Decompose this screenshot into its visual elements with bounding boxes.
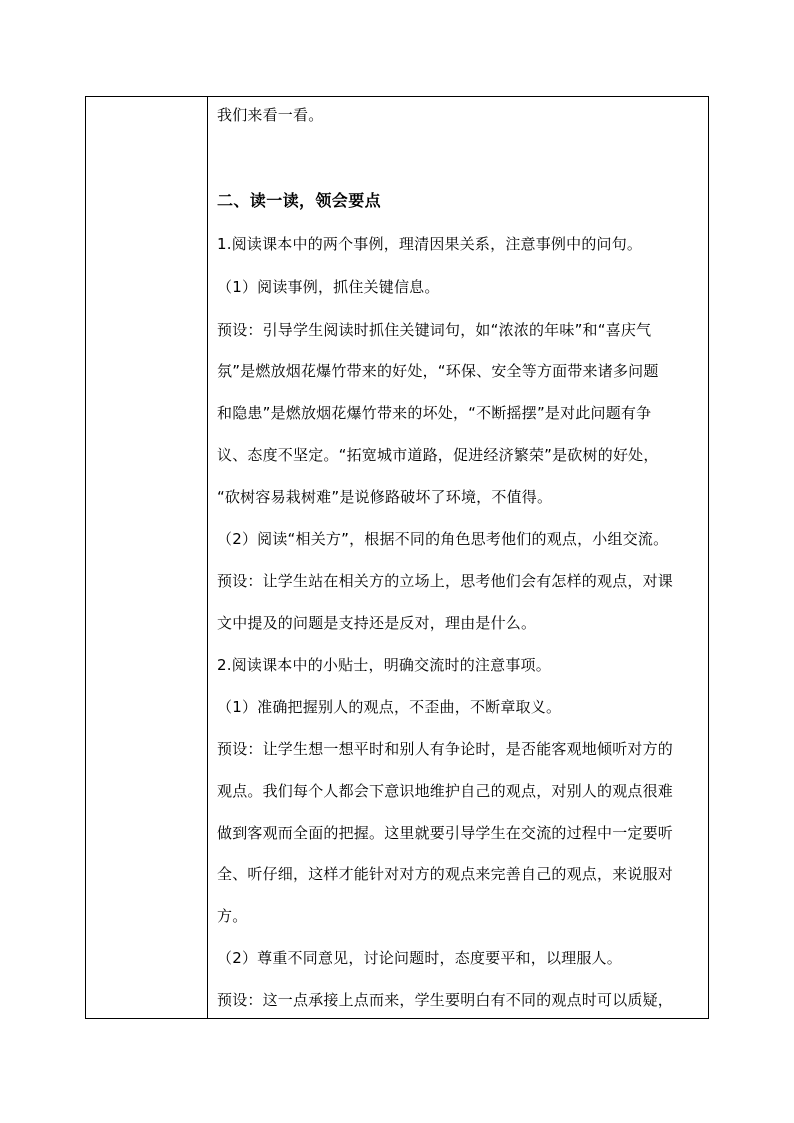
text-line: （1）准确把握别人的观点，不歪曲，不断章取义。 <box>217 698 562 716</box>
text-line: 和隐患”是燃放烟花爆竹带来的坏处，“不断摇摆”是对此问题有争 <box>217 404 652 422</box>
text-line: 氛”是燃放烟花爆竹带来的好处，“环保、安全等方面带来诸多问题 <box>217 362 659 380</box>
text-line: 2.阅读课本中的小贴士，明确交流时的注意事项。 <box>217 656 551 674</box>
text-line: （2）阅读“相关方”，根据不同的角色思考他们的观点，小组交流。 <box>217 530 669 548</box>
text-line: 全、听仔细，这样才能针对对方的观点来完善自己的观点，来说服对 <box>217 865 674 883</box>
table-left-cell <box>86 97 208 1018</box>
table-content-cell <box>208 97 708 1018</box>
lesson-plan-table <box>85 96 709 1019</box>
text-line: 方。 <box>217 907 248 925</box>
text-line: “砍树容易栽树难”是说修路破坏了环境，不值得。 <box>217 488 553 506</box>
text-line: 预设：让学生站在相关方的立场上，思考他们会有怎样的观点，对课 <box>217 572 674 590</box>
text-line: 预设：这一点承接上点而来，学生要明白有不同的观点时可以质疑， <box>217 991 674 1009</box>
text-line: 我们来看一看。 <box>217 106 324 124</box>
text-line: 观点。我们每个人都会下意识地维护自己的观点，对别人的观点很难 <box>217 782 674 800</box>
text-line: 预设：引导学生阅读时抓住关键词句，如“浓浓的年味”和“喜庆气 <box>217 321 652 339</box>
text-line: 文中提及的问题是支持还是反对，理由是什么。 <box>217 614 537 632</box>
text-line: （2）尊重不同意见，讨论问题时，态度要平和，以理服人。 <box>217 949 622 967</box>
text-line: 1.阅读课本中的两个事例，理清因果关系，注意事例中的问句。 <box>217 235 643 253</box>
text-line: 预设：让学生想一想平时和别人有争论时，是否能客观地倾听对方的 <box>217 740 674 758</box>
section-heading: 二、读一读，领会要点 <box>217 191 382 210</box>
text-line: （1）阅读事例，抓住关键信息。 <box>217 278 440 296</box>
text-line: 做到客观而全面的把握。这里就要引导学生在交流的过程中一定要听 <box>217 824 674 842</box>
text-line: 议、态度不坚定。“拓宽城市道路，促进经济繁荣”是砍树的好处， <box>217 446 659 464</box>
